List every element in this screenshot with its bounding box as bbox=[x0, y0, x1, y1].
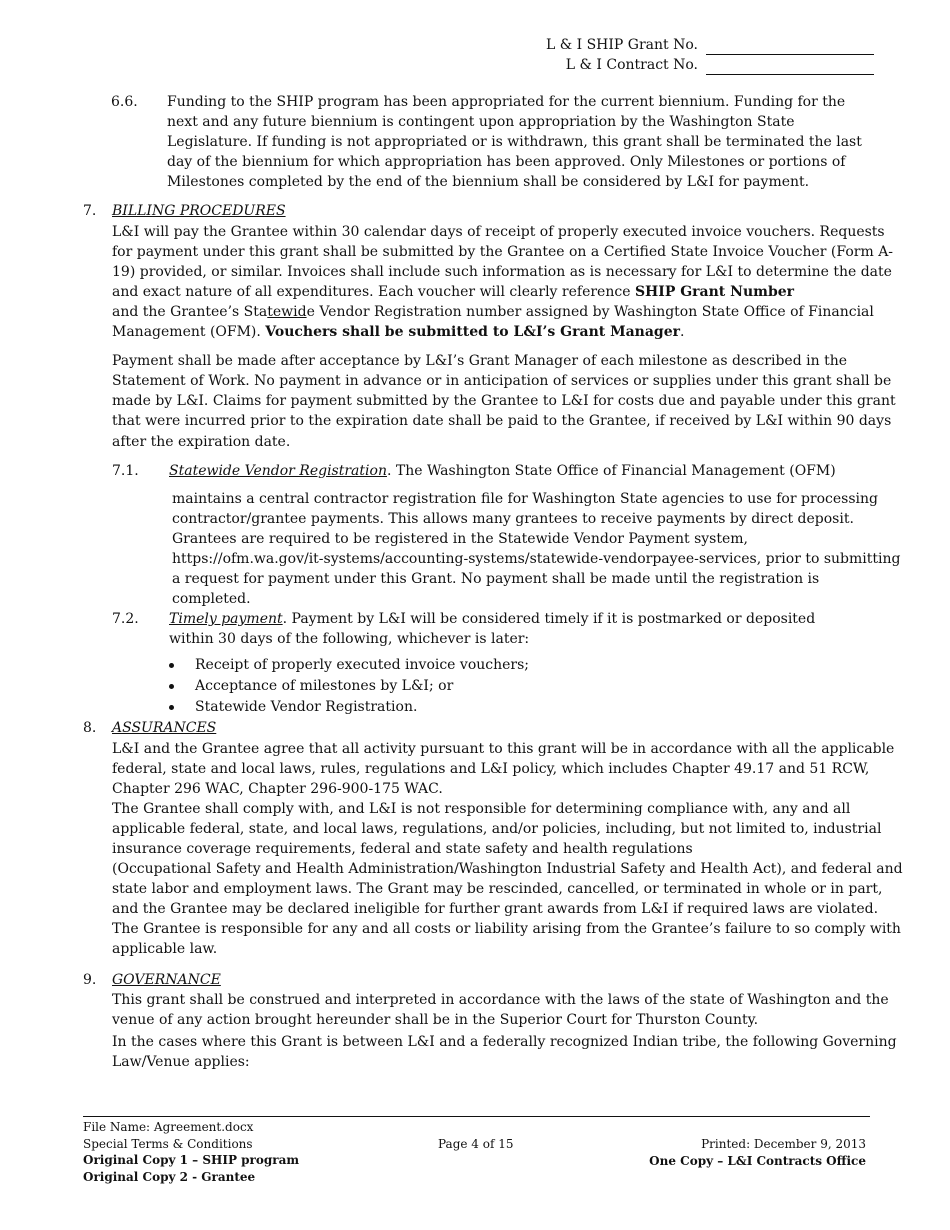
text-run: . The Washington State Office of Financial Management (OFM) bbox=[386, 462, 836, 479]
grant-no-row bbox=[0, 35, 950, 55]
footer-right bbox=[649, 1136, 866, 1169]
contract-no-field-line bbox=[706, 74, 874, 75]
section-number: 7.1. bbox=[112, 462, 139, 479]
footer-file-name: File Name: Agreement.docx bbox=[83, 1120, 254, 1134]
section-7-2 bbox=[112, 609, 902, 649]
paragraph: This grant shall be construed and interpreted in accordance with the laws of the state of Washington and the venue of any action brought hereunder shall be in the Superior Court for Thurston County. bbox=[112, 991, 889, 1028]
subsection-title: Timely payment bbox=[169, 611, 283, 628]
section-number: 7.2. bbox=[112, 611, 139, 628]
grant-no-label: L & I SHIP Grant No. bbox=[545, 37, 698, 53]
paragraph: L&I and the Grantee agree that all activity pursuant to this grant will be in accordance with all the applicable federal, state and local laws, rules, regulations and L&I policy, which includes Chapter 49.17 and 51 RCW, Chapter 296 WAC, Chapter 296-900-175 WAC. bbox=[112, 740, 895, 797]
section-7 bbox=[83, 201, 904, 451]
section-heading: GOVERNANCE bbox=[112, 971, 221, 988]
section-number: 7. bbox=[83, 203, 97, 220]
paragraph: (Occupational Safety and Health Administration/Washington Industrial Safety and Health Act), and federal and state labor and employment laws. The Grant may be rescinded, cancelled, or terminated in whole or in part, and the Grantee may be declared ineligible for further grant awards from L&I if required laws are violated. The Grantee is responsible for any and all costs or liability arising from the Grantee’s failure to so comply with applicable law. bbox=[112, 861, 903, 958]
paragraph: Funding to the SHIP program has been appropriated for the current biennium. Funding for the next and any future biennium is contingent upon appropriation by the Washington State Legislature. If funding is not appropriated or is withdrawn, this grant shall be terminated the last day of the biennium for which appropriation has been approved. Only Milestones or portions of Milestones completed by the end of the biennium shall be considered by L&I for payment. bbox=[167, 94, 862, 191]
section-6-6 bbox=[111, 92, 867, 192]
text-run: . Payment by L&I will be considered timely if it is postmarked or deposited within 30 days of the following, whichever is later: bbox=[169, 611, 816, 648]
footer-divider bbox=[83, 1116, 870, 1117]
underlined-text: tewid bbox=[267, 303, 307, 320]
list-item: Receipt of properly executed invoice vouchers; bbox=[167, 655, 950, 676]
footer-copy-2: Original Copy 2 - Grantee bbox=[83, 1169, 256, 1184]
section-9 bbox=[83, 970, 904, 1072]
section-heading: ASSURANCES bbox=[112, 720, 217, 737]
footer-left bbox=[83, 1119, 299, 1185]
paragraph: The Grantee shall comply with, and L&I is not responsible for determining compliance with, any and all applicable federal, state, and local laws, regulations, and/or policies, including, but not limited to, industrial insurance coverage requirements, federal and state safety and health regulations bbox=[112, 800, 882, 857]
subsection-title: Statewide Vendor Registration bbox=[169, 462, 387, 479]
section-heading: BILLING PROCEDURES bbox=[112, 203, 286, 220]
footer-printed-date: Printed: December 9, 2013 bbox=[701, 1137, 866, 1151]
bullet-list bbox=[167, 655, 950, 718]
section-number: 9. bbox=[83, 971, 97, 988]
section-number: 6.6. bbox=[111, 94, 138, 110]
text-run: L&I will pay the Grantee within 30 calendar days of receipt of properly executed invoice vouchers. Requests for payment under this grant shall be submitted by the Grantee on a Certified State Invoice Voucher (Form A-19) provided, or similar. Invoices shall include such information as is necessary for L&I to determine the date and exact nature of all expenditures. Each voucher will clearly reference bbox=[112, 223, 894, 300]
footer-terms: Special Terms & Conditions bbox=[83, 1136, 253, 1151]
contract-no-row bbox=[0, 55, 950, 75]
bold-text: SHIP Grant Number bbox=[634, 283, 795, 300]
section-7-1 bbox=[112, 461, 902, 610]
bold-text: Vouchers shall be submitted to L&I’s Grant Manager bbox=[265, 324, 680, 341]
text-run: and the Grantee’s Sta bbox=[112, 303, 268, 320]
footer-page-number: Page 4 of 15 bbox=[438, 1137, 514, 1151]
paragraph: maintains a central contractor registration file for Washington State agencies to use for processing contractor/grantee payments. This allows many grantees to receive payments by direct deposit. Grantees are required to be registered in the Statewide Vendor Payment system, https://ofm.wa.gov/it-systems/accounting-systems/statewide-vendorpayee-services, prior to submitting a request for payment under this Grant. No payment shall be made until the registration is completed. bbox=[172, 490, 901, 608]
footer-copy-1: Original Copy 1 – SHIP program bbox=[83, 1153, 300, 1167]
paragraph bbox=[112, 222, 904, 343]
text-run: . bbox=[680, 324, 685, 341]
section-8 bbox=[83, 718, 904, 959]
footer-one-copy: One Copy – L&I Contracts Office bbox=[649, 1153, 866, 1168]
document-body bbox=[0, 92, 950, 1072]
list-item: Acceptance of milestones by L&I; or bbox=[167, 676, 950, 697]
list-item: Statewide Vendor Registration. bbox=[167, 697, 950, 718]
contract-no-label: L & I Contract No. bbox=[565, 57, 698, 73]
text-run: e Vendor Registration number assigned by Washington State Office of Financial Management (OFM). bbox=[112, 303, 874, 341]
paragraph: In the cases where this Grant is between L&I and a federally recognized Indian tribe, the following Governing Law/Venue applies: bbox=[112, 1033, 897, 1070]
paragraph: Payment shall be made after acceptance by L&I’s Grant Manager of each milestone as described in the Statement of Work. No payment in advance or in anticipation of services or supplies under this grant shall be made by L&I. Claims for payment submitted by the Grantee to L&I for costs due and payable under this grant that were incurred prior to the expiration date shall be paid to the Grantee, if received by L&I within 90 days after the expiration date. bbox=[112, 353, 896, 450]
section-number: 8. bbox=[83, 720, 97, 737]
